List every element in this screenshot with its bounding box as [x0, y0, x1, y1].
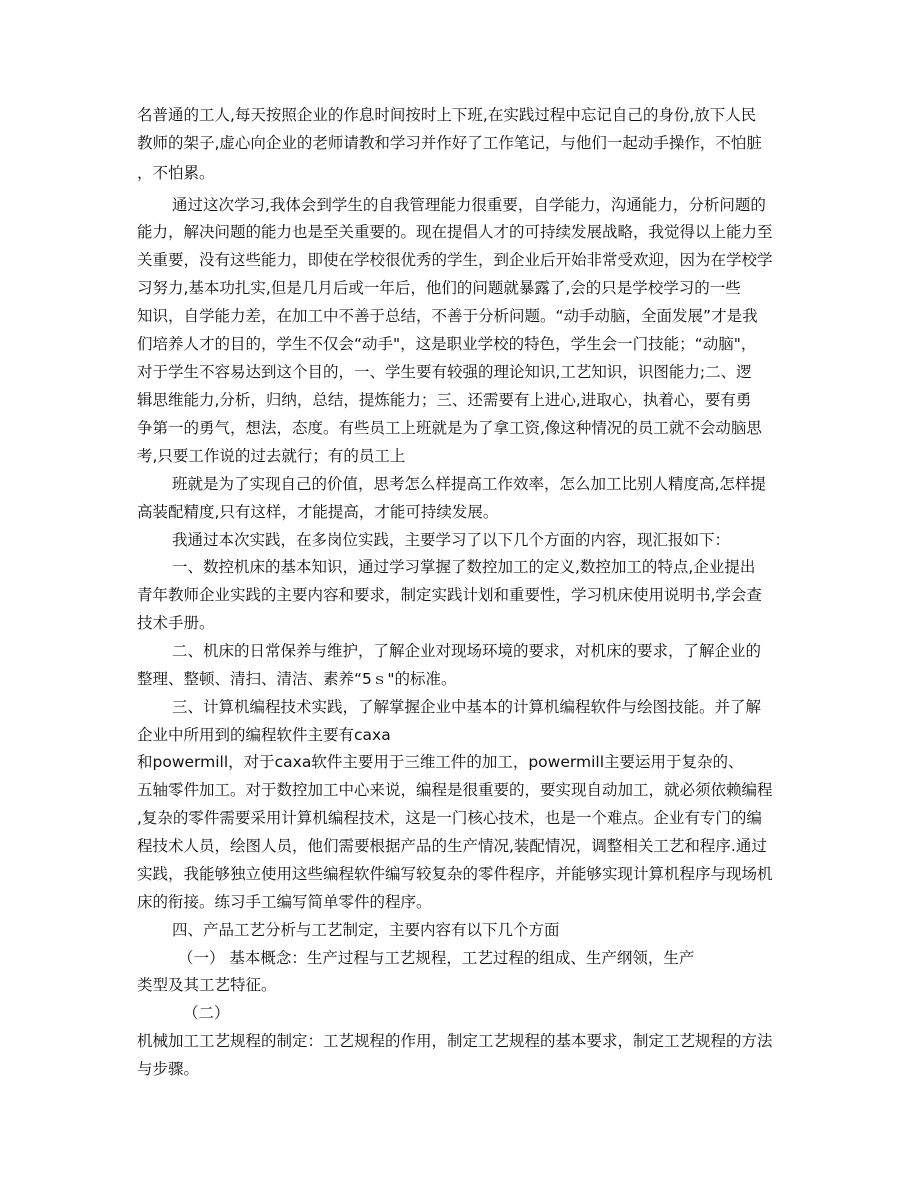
text-line: （二） — [183, 1004, 230, 1022]
text-line: 与步骤。 — [137, 1060, 200, 1078]
text-line: 能力，解决问题的能力也是至关重要的。现在提倡人才的可持续发展战略，我觉得以上能力至 — [137, 223, 773, 241]
text-line: 名普通的工人,每天按照企业的作息时间按时上下班,在实践过程中忘记自己的身份,放下人民 — [137, 106, 757, 124]
text-line: 们培养人才的目的，学生不仅会“动手"，这是职业学校的特色，学生会一门技能；“动脑"， — [137, 335, 757, 353]
text-line: 对于学生不容易达到这个目的，一、学生要有较强的理论知识,工艺知识，识图能力;二、逻 — [137, 363, 752, 381]
text-line: 整理、整顿、清扫、清洁、素养“5ｓ"的标准。 — [137, 670, 457, 688]
text-line: 辑思维能力,分析，归纳，总结，提炼能力；三、还需要有上进心,进取心，执着心，要有勇 — [137, 391, 752, 409]
text-line: 关重要，没有这些能力，即使在学校很优秀的学生，到企业后开始非常受欢迎，因为在学校学 — [137, 251, 773, 269]
text-line: 教师的架子,虚心向企业的老师请教和学习并作好了工作笔记，与他们一起动手操作，不怕脏 — [137, 134, 762, 152]
text-line: ,复杂的零件需要采用计算机编程技术，这是一门核心技术，也是一个难点。企业有专门的编 — [137, 809, 762, 827]
text-line: 考,只要工作说的过去就行；有的员工上 — [137, 447, 406, 465]
text-line: 习努力,基本功扎实,但是几月后或一年后，他们的问题就暴露了,会的只是学校学习的一些 — [137, 279, 741, 297]
text-line: （一） 基本概念：生产过程与工艺规程，工艺过程的组成、生产纲领，生产 — [178, 949, 695, 967]
text-line: 我通过本次实践，在多岗位实践，主要学习了以下几个方面的内容，现汇报如下： — [172, 531, 731, 549]
text-line: 技术手册。 — [137, 614, 215, 632]
text-line: 一、数控机床的基本知识，通过学习掌握了数控加工的定义,数控加工的特点,企业提出 — [172, 558, 756, 576]
text-line: 青年教师企业实践的主要内容和要求，制定实践计划和重要性，学习机床使用说明书,学会查 — [137, 586, 762, 604]
text-line: 程技术人员，绘图人员，他们需要根据产品的生产情况,装配情况，调整相关工艺和程序.通过 — [137, 837, 767, 855]
text-line: 机械加工工艺规程的制定：工艺规程的作用，制定工艺规程的基本要求，制定工艺规程的方法 — [137, 1032, 773, 1050]
text-line: 和powermill，对于caxa软件主要用于三维工件的加工，powermill主要运用于复杂的、 — [137, 753, 744, 771]
text-line: 知识，自学能力差，在加工中不善于总结，不善于分析问题。“动手动脑，全面发展”才是我 — [137, 307, 758, 325]
text-line: 类型及其工艺特征。 — [137, 976, 277, 994]
text-line: 实践，我能够独立使用这些编程软件编写较复杂的零件程序，并能够实现计算机程序与现场机 — [137, 865, 773, 883]
text-line: 班就是为了实现自己的价值，思考怎么样提高工作效率，怎么加工比别人精度高,怎样提 — [172, 475, 766, 493]
text-line: 企业中所用到的编程软件主要有caxa — [137, 726, 391, 744]
text-line: 争第一的勇气，想法，态度。有些员工上班就是为了拿工资,像这种情况的员工就不会动脑思 — [137, 419, 762, 437]
text-line: 通过这次学习,我体会到学生的自我管理能力很重要，自学能力，沟通能力，分析问题的 — [172, 196, 766, 214]
text-line: 床的衔接。练习手工编写简单零件的程序。 — [137, 893, 432, 911]
text-line: 四、产品工艺分析与工艺制定，主要内容有以下几个方面 — [172, 921, 560, 939]
text-line: 二、机床的日常保养与维护，了解企业对现场环境的要求，对机床的要求，了解企业的 — [172, 642, 762, 660]
text-line: 高装配精度,只有这样，才能提高，才能可持续发展。 — [137, 503, 499, 521]
text-line: 五轴零件加工。对于数控加工中心来说，编程是很重要的，要实现自动加工，就必须依赖编程 — [137, 781, 773, 799]
text-line: ，不怕累。 — [137, 164, 215, 182]
text-line: 三、计算机编程技术实践，了解掌握企业中基本的计算机编程软件与绘图技能。并了解 — [172, 698, 762, 716]
